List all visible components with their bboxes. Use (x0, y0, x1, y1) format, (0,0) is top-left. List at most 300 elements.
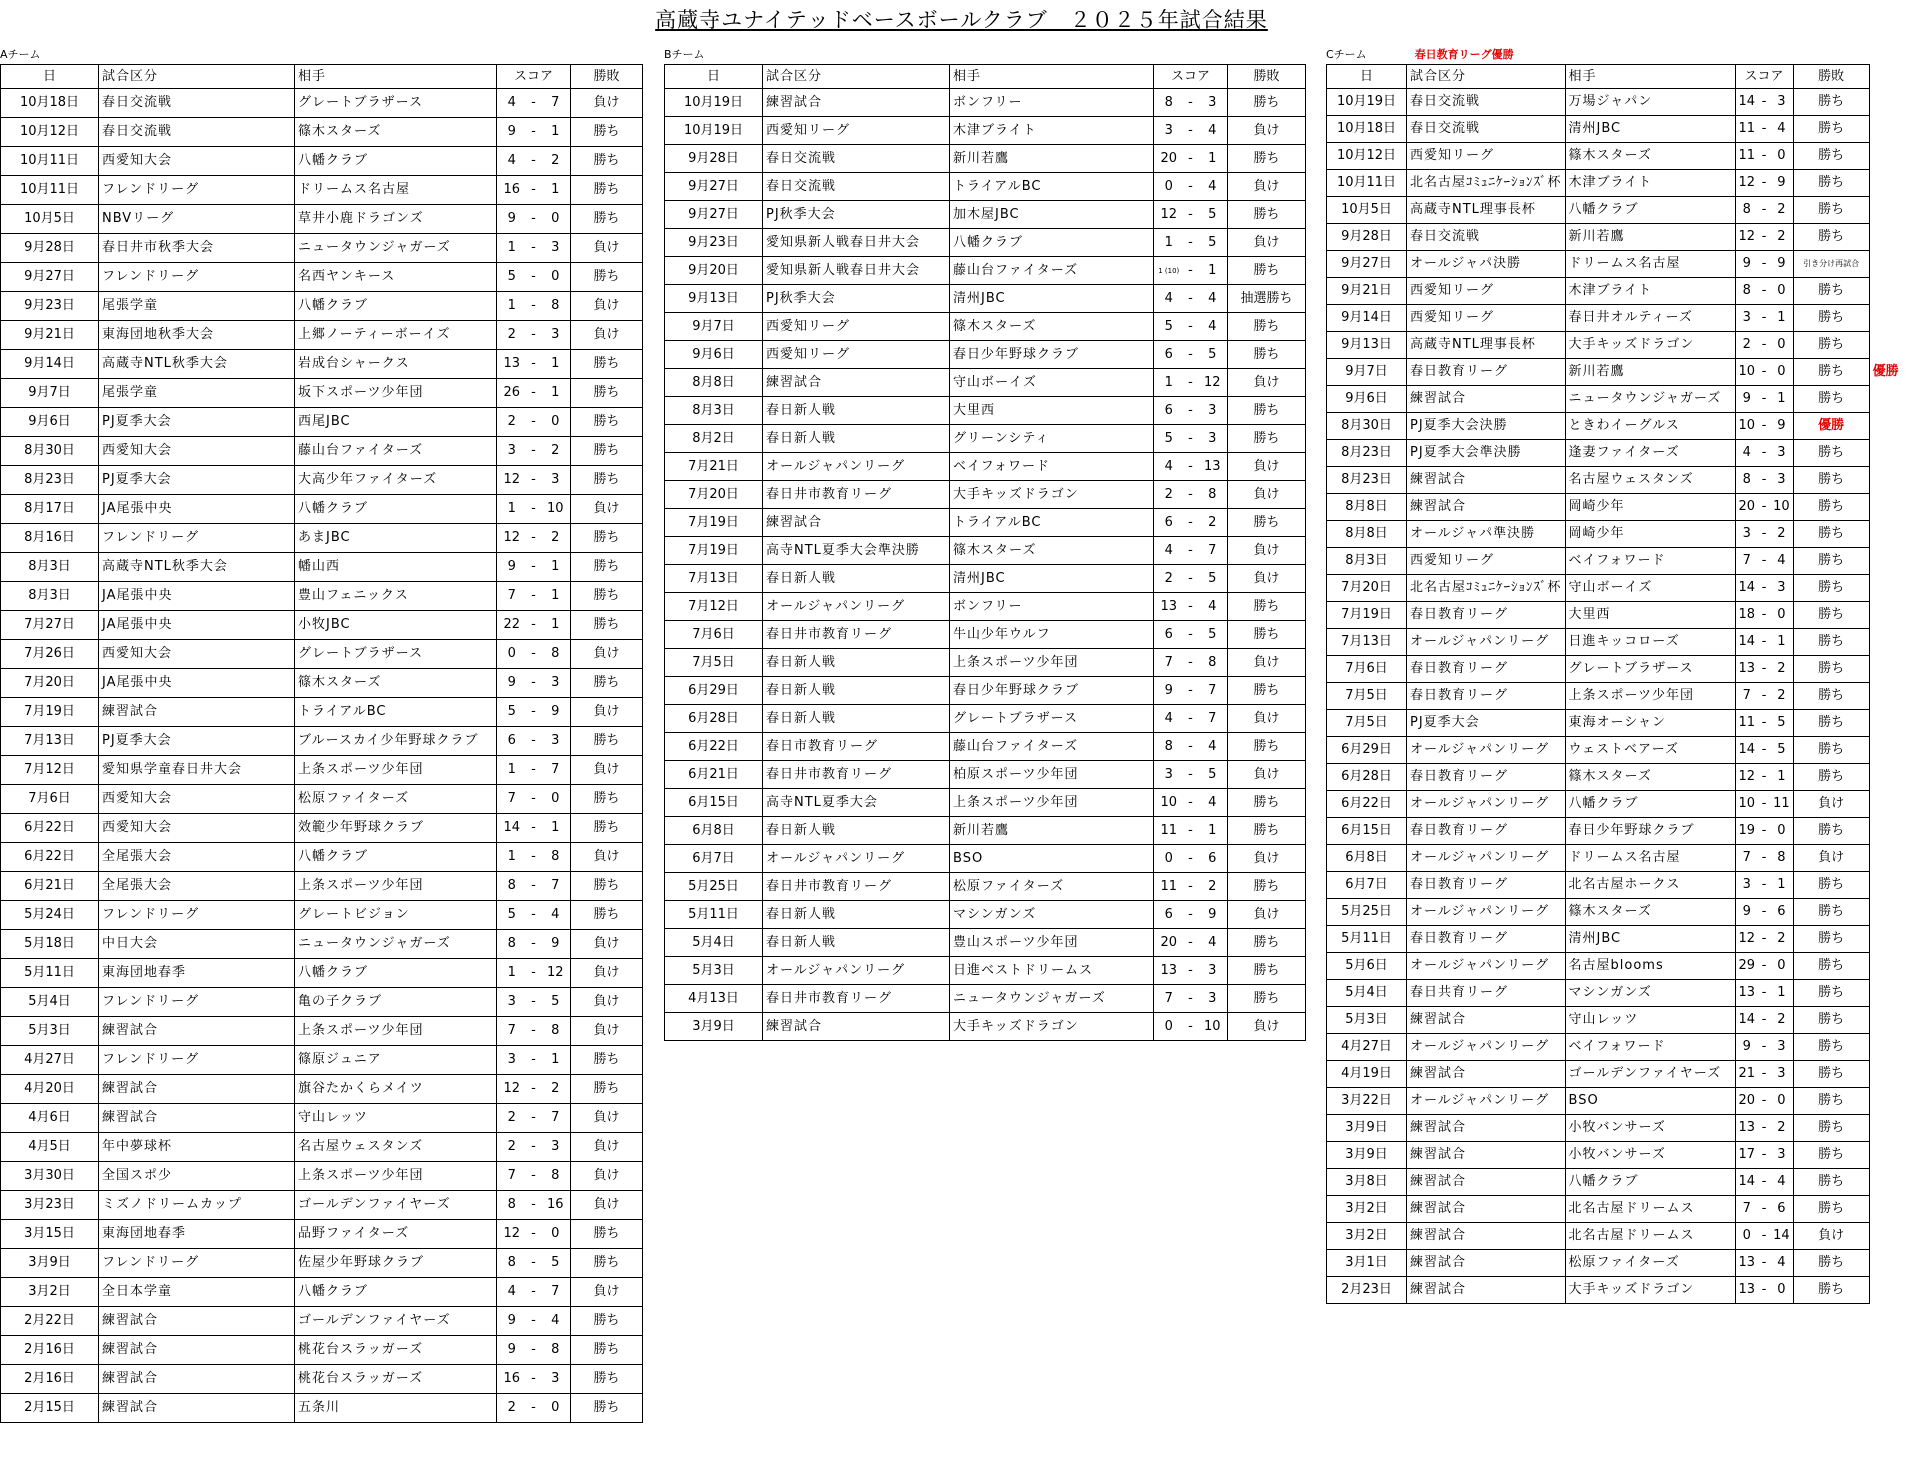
row-result: 負け (1228, 761, 1306, 789)
row-score-away: 4 (1198, 789, 1228, 817)
row-score-home: 12 (497, 1220, 527, 1249)
row-score-dash: - (527, 234, 541, 263)
type-header: 試合区分 (99, 65, 295, 89)
row-score-dash: - (1758, 845, 1770, 872)
row-score-dash: - (527, 1133, 541, 1162)
row-opponent: 篠木スターズ (950, 313, 1154, 341)
row-score-away: 7 (1198, 537, 1228, 565)
row-result: 優勝 (1793, 413, 1869, 440)
row-date: 8月23日 (1327, 440, 1407, 467)
row-date: 8月16日 (1, 524, 99, 553)
row-date: 8月3日 (1, 582, 99, 611)
row-score-home: 16 (497, 176, 527, 205)
row-score-dash: - (1184, 901, 1198, 929)
row-score-dash: - (527, 1046, 541, 1075)
row-result: 勝ち (1228, 257, 1306, 285)
table-row (665, 453, 1306, 481)
row-opponent: ドリームス名古屋 (1565, 251, 1735, 278)
row-note (1869, 980, 1907, 1007)
row-opponent: ベイフォワード (950, 453, 1154, 481)
row-match-type: 春日教育リーグ (1407, 872, 1566, 899)
row-result: 勝ち (1793, 737, 1869, 764)
row-result: 勝ち (571, 1307, 643, 1336)
row-opponent: あまJBC (295, 524, 497, 553)
row-result: 負け (1228, 453, 1306, 481)
row-score-away: 3 (1770, 467, 1793, 494)
row-score-home: 2 (1735, 332, 1758, 359)
row-match-type: 練習試合 (99, 1104, 295, 1133)
row-score-dash: - (527, 205, 541, 234)
row-score-dash: - (1758, 1142, 1770, 1169)
row-opponent: 八幡クラブ (295, 843, 497, 872)
table-row (1327, 737, 1908, 764)
row-opponent: 松原ファイターズ (950, 873, 1154, 901)
row-opponent: 上郷ノーティーボーイズ (295, 321, 497, 350)
row-match-type: オールジャパンリーグ (1407, 1034, 1566, 1061)
row-score-dash: - (1758, 1007, 1770, 1034)
row-score-away: 2 (541, 147, 571, 176)
row-score-home: 1 (497, 292, 527, 321)
table-row (1327, 89, 1908, 116)
row-score-dash: - (1184, 397, 1198, 425)
row-opponent: 清州JBC (1565, 926, 1735, 953)
row-date: 6月21日 (1, 872, 99, 901)
row-score-home: 9 (497, 669, 527, 698)
row-match-type: 練習試合 (99, 1336, 295, 1365)
row-result: 負け (1793, 1223, 1869, 1250)
row-opponent: 新川若鷹 (950, 817, 1154, 845)
table-row (1327, 1061, 1908, 1088)
row-score-dash: - (1758, 170, 1770, 197)
row-score-home: 2 (497, 1104, 527, 1133)
row-date: 9月28日 (665, 145, 763, 173)
row-match-type: 春日井市教育リーグ (763, 873, 950, 901)
table-row (1327, 629, 1908, 656)
row-score-home: 7 (1154, 649, 1184, 677)
table-row (1327, 1115, 1908, 1142)
row-date: 5月6日 (1327, 953, 1407, 980)
row-score-dash: - (527, 495, 541, 524)
row-result: 勝ち (1228, 593, 1306, 621)
team-c-section (1326, 46, 1908, 1304)
row-score-home: 5 (497, 901, 527, 930)
row-result: 負け (571, 1191, 643, 1220)
row-score-away: 2 (1198, 509, 1228, 537)
row-score-away: 0 (541, 205, 571, 234)
row-result: 負け (1228, 845, 1306, 873)
row-opponent: 守山レッツ (1565, 1007, 1735, 1034)
row-score-away: 13 (1198, 453, 1228, 481)
table-row (1327, 440, 1908, 467)
row-score-dash: - (1184, 173, 1198, 201)
row-date: 4月13日 (665, 985, 763, 1013)
row-score-dash: - (1184, 369, 1198, 397)
row-score-dash: - (1758, 1061, 1770, 1088)
row-score-dash: - (527, 437, 541, 466)
row-score-dash: - (1758, 116, 1770, 143)
row-match-type: 東海団地春季 (99, 959, 295, 988)
table-row (665, 901, 1306, 929)
date-header: 日 (1327, 65, 1407, 89)
row-score-away: 3 (541, 1365, 571, 1394)
row-score-dash: - (1758, 89, 1770, 116)
table-row (1, 205, 643, 234)
row-score-away: 10 (1770, 494, 1793, 521)
table-row (1327, 791, 1908, 818)
row-match-type: JA尾張中央 (99, 669, 295, 698)
row-result: 負け (571, 756, 643, 785)
row-match-type: 東海団地春季 (99, 1220, 295, 1249)
row-opponent: 木津ブライト (1565, 170, 1735, 197)
row-opponent: 上条スポーツ少年団 (950, 789, 1154, 817)
table-row (1327, 710, 1908, 737)
row-result: 負け (571, 959, 643, 988)
row-result: 勝ち (1793, 926, 1869, 953)
table-row (665, 173, 1306, 201)
row-score-home: 14 (497, 814, 527, 843)
row-note (1869, 116, 1907, 143)
row-date: 8月23日 (1, 466, 99, 495)
row-score-home: 14 (1735, 629, 1758, 656)
table-row (1, 1307, 643, 1336)
row-score-home: 8 (497, 1249, 527, 1278)
row-opponent: 八幡クラブ (295, 1278, 497, 1307)
row-score-dash: - (1758, 1088, 1770, 1115)
row-score-dash: - (527, 89, 541, 118)
row-result: 負け (571, 1162, 643, 1191)
row-score-away: 11 (1770, 791, 1793, 818)
row-score-home: 13 (1154, 957, 1184, 985)
row-result: 勝ち (1228, 89, 1306, 117)
row-result: 負け (1228, 229, 1306, 257)
row-date: 9月13日 (665, 285, 763, 313)
row-result: 勝ち (571, 147, 643, 176)
row-date: 3月9日 (665, 1013, 763, 1041)
result-header: 勝敗 (1228, 65, 1306, 89)
row-score-home: 20 (1154, 145, 1184, 173)
row-score-home: 29 (1735, 953, 1758, 980)
row-score-dash: - (527, 1307, 541, 1336)
row-result: 勝ち (1793, 305, 1869, 332)
table-row (1, 582, 643, 611)
row-match-type: 春日新人戦 (763, 649, 950, 677)
header-row (1327, 65, 1908, 89)
row-score-dash: - (1184, 145, 1198, 173)
row-date: 7月27日 (1, 611, 99, 640)
row-note (1869, 872, 1907, 899)
row-score-away: 5 (1198, 201, 1228, 229)
row-result: 勝ち (1793, 872, 1869, 899)
row-result: 負け (1228, 369, 1306, 397)
row-score-away: 12 (1198, 369, 1228, 397)
row-score-dash: - (1184, 117, 1198, 145)
row-score-away: 3 (1198, 985, 1228, 1013)
table-row (665, 201, 1306, 229)
team-b-results-table (664, 64, 1306, 1041)
row-opponent: ニュータウンジャガーズ (1565, 386, 1735, 413)
row-result: 勝ち (1793, 1007, 1869, 1034)
table-row (1, 321, 643, 350)
row-result: 勝ち (1793, 602, 1869, 629)
row-score-home: 11 (1735, 710, 1758, 737)
row-score-dash: - (1184, 873, 1198, 901)
row-result: 勝ち (571, 263, 643, 292)
row-score-dash: - (1758, 1034, 1770, 1061)
table-row (1327, 656, 1908, 683)
row-score-dash: - (527, 930, 541, 959)
row-match-type: フレンドリーグ (99, 176, 295, 205)
row-result: 勝ち (1793, 521, 1869, 548)
row-date: 7月12日 (1, 756, 99, 785)
row-score-away: 2 (1770, 656, 1793, 683)
row-result: 勝ち (571, 582, 643, 611)
table-row (665, 985, 1306, 1013)
row-score-away: 1 (541, 118, 571, 147)
row-result: 勝ち (1793, 1250, 1869, 1277)
row-score-dash: - (527, 1162, 541, 1191)
row-opponent: 篠木スターズ (1565, 143, 1735, 170)
row-opponent: 上条スポーツ少年団 (950, 649, 1154, 677)
row-date: 5月3日 (665, 957, 763, 985)
row-score-home: 12 (1735, 764, 1758, 791)
row-score-away: 6 (1770, 1196, 1793, 1223)
table-row (1327, 251, 1908, 278)
row-score-dash: - (527, 176, 541, 205)
row-score-away: 3 (541, 321, 571, 350)
row-result: 勝ち (1793, 899, 1869, 926)
table-row (665, 817, 1306, 845)
row-date: 10月11日 (1, 176, 99, 205)
row-score-home: 12 (497, 466, 527, 495)
row-score-away: 5 (1198, 621, 1228, 649)
row-score-away: 7 (1198, 677, 1228, 705)
row-score-dash: - (527, 872, 541, 901)
row-opponent: ボンフリー (950, 593, 1154, 621)
row-score-dash: - (1758, 197, 1770, 224)
row-result: 負け (1793, 845, 1869, 872)
row-date: 2月22日 (1, 1307, 99, 1336)
header-row (665, 65, 1306, 89)
row-result: 勝ち (1793, 818, 1869, 845)
team-label: Cチーム (1326, 48, 1367, 61)
row-score-dash: - (527, 147, 541, 176)
row-date: 9月28日 (1327, 224, 1407, 251)
row-score-home: 13 (1735, 1115, 1758, 1142)
row-note (1869, 1250, 1907, 1277)
row-score-dash: - (1184, 257, 1198, 285)
row-result: 勝ち (571, 205, 643, 234)
row-score-home: 9 (1735, 386, 1758, 413)
row-opponent: 桃花台スラッガーズ (295, 1336, 497, 1365)
row-score-dash: - (1184, 201, 1198, 229)
row-score-home: 12 (1735, 224, 1758, 251)
row-opponent: 八幡クラブ (1565, 791, 1735, 818)
row-result: 負け (571, 988, 643, 1017)
row-opponent: 篠木スターズ (1565, 764, 1735, 791)
row-opponent: マシンガンズ (1565, 980, 1735, 1007)
table-row (1, 901, 643, 930)
row-result: 勝ち (571, 1046, 643, 1075)
table-row (1327, 602, 1908, 629)
row-result: 負け (571, 234, 643, 263)
row-date: 9月27日 (665, 173, 763, 201)
row-date: 5月11日 (1327, 926, 1407, 953)
row-score-dash: - (1758, 791, 1770, 818)
row-score-away: 2 (1770, 1115, 1793, 1142)
row-match-type: NBVリーグ (99, 205, 295, 234)
table-row (1, 959, 643, 988)
row-score-home: 6 (497, 727, 527, 756)
row-opponent: 上条スポーツ少年団 (295, 872, 497, 901)
row-match-type: フレンドリーグ (99, 1046, 295, 1075)
row-score-dash: - (1184, 817, 1198, 845)
row-score-away: 3 (1770, 1061, 1793, 1088)
row-note (1869, 1061, 1907, 1088)
row-match-type: 春日交流戦 (763, 145, 950, 173)
row-note (1869, 764, 1907, 791)
row-match-type: 中日大会 (99, 930, 295, 959)
row-match-type: フレンドリーグ (99, 1249, 295, 1278)
table-row (665, 229, 1306, 257)
row-opponent: 春日井オルティーズ (1565, 305, 1735, 332)
row-result: 勝ち (1793, 1277, 1869, 1304)
row-date: 6月28日 (665, 705, 763, 733)
row-score-dash: - (1184, 537, 1198, 565)
row-match-type: 春日市教育リーグ (763, 733, 950, 761)
row-result: 勝ち (571, 350, 643, 379)
row-result: 勝ち (1228, 341, 1306, 369)
row-date: 9月27日 (665, 201, 763, 229)
row-opponent: 松原ファイターズ (295, 785, 497, 814)
row-match-type: 西愛知リーグ (763, 117, 950, 145)
row-result: 勝ち (1793, 89, 1869, 116)
extra-header (1869, 65, 1907, 89)
row-score-away: 8 (1198, 649, 1228, 677)
row-date: 10月19日 (1327, 89, 1407, 116)
row-match-type: 春日教育リーグ (1407, 656, 1566, 683)
row-score-home: 4 (1154, 705, 1184, 733)
row-score-home: 7 (1735, 1196, 1758, 1223)
row-opponent: 木津ブライト (1565, 278, 1735, 305)
row-result: 勝ち (1793, 332, 1869, 359)
row-note (1869, 386, 1907, 413)
row-match-type: 練習試合 (1407, 386, 1566, 413)
row-match-type: 高蔵寺NTL理事長杯 (1407, 332, 1566, 359)
row-score-away: 1 (1198, 145, 1228, 173)
table-row (1327, 764, 1908, 791)
row-result: 勝ち (1793, 170, 1869, 197)
date-header: 日 (665, 65, 763, 89)
row-date: 10月5日 (1327, 197, 1407, 224)
row-score-home: 4 (497, 89, 527, 118)
row-opponent: ニュータウンジャガーズ (950, 985, 1154, 1013)
row-score-dash: - (527, 843, 541, 872)
table-row (1327, 1277, 1908, 1304)
row-score-away: 5 (541, 1249, 571, 1278)
row-date: 3月9日 (1, 1249, 99, 1278)
row-date: 9月21日 (1327, 278, 1407, 305)
row-score-home: 8 (1154, 89, 1184, 117)
row-score-home: 4 (1154, 537, 1184, 565)
row-result: 負け (1793, 791, 1869, 818)
row-date: 9月7日 (1327, 359, 1407, 386)
table-row (1, 1336, 643, 1365)
row-result: 勝ち (571, 1336, 643, 1365)
row-result: 勝ち (1793, 440, 1869, 467)
row-match-type: 春日新人戦 (763, 397, 950, 425)
row-match-type: PJ夏季大会 (99, 408, 295, 437)
row-date: 5月4日 (1, 988, 99, 1017)
row-score-dash: - (1758, 1277, 1770, 1304)
row-opponent: 北名古屋ホークス (1565, 872, 1735, 899)
row-score-home: 7 (1735, 548, 1758, 575)
row-score-away: 0 (541, 785, 571, 814)
row-opponent: 大手キッズドラゴン (950, 1013, 1154, 1041)
row-date: 9月20日 (665, 257, 763, 285)
row-date: 3月30日 (1, 1162, 99, 1191)
row-score-dash: - (1758, 710, 1770, 737)
row-score-home: 6 (1154, 509, 1184, 537)
row-date: 8月8日 (1327, 494, 1407, 521)
row-opponent: ときわイーグルス (1565, 413, 1735, 440)
row-match-type: オールジャパンリーグ (763, 957, 950, 985)
row-date: 6月22日 (1, 843, 99, 872)
row-result: 負け (571, 1278, 643, 1307)
table-row (1327, 143, 1908, 170)
row-score-home: 6 (1154, 901, 1184, 929)
header-row (1, 65, 643, 89)
row-opponent: 上条スポーツ少年団 (295, 1017, 497, 1046)
row-score-home: 4 (497, 1278, 527, 1307)
row-result: 負け (1228, 537, 1306, 565)
row-score-home: 12 (1735, 926, 1758, 953)
row-date: 5月11日 (1, 959, 99, 988)
row-score-away: 1 (1770, 764, 1793, 791)
row-date: 9月6日 (665, 341, 763, 369)
score-header: スコア (1154, 65, 1228, 89)
row-date: 8月8日 (665, 369, 763, 397)
row-opponent: 八幡クラブ (1565, 1169, 1735, 1196)
row-result: 勝ち (1228, 929, 1306, 957)
row-score-away: 5 (1198, 341, 1228, 369)
row-match-type: 春日交流戦 (763, 173, 950, 201)
row-opponent: ベイフォワード (1565, 548, 1735, 575)
type-header: 試合区分 (763, 65, 950, 89)
row-opponent: 春日少年野球クラブ (950, 341, 1154, 369)
row-match-type: 練習試合 (1407, 1061, 1566, 1088)
table-row (1, 1394, 643, 1423)
date-header: 日 (1, 65, 99, 89)
row-match-type: 春日新人戦 (763, 425, 950, 453)
row-result: 勝ち (1793, 575, 1869, 602)
row-score-away: 4 (1198, 733, 1228, 761)
row-date: 3月2日 (1327, 1196, 1407, 1223)
row-score-away: 6 (1198, 845, 1228, 873)
row-date: 10月11日 (1, 147, 99, 176)
row-note (1869, 332, 1907, 359)
row-score-home: 6 (1154, 341, 1184, 369)
row-opponent: 木津ブライト (950, 117, 1154, 145)
row-result: 負け (571, 1017, 643, 1046)
table-row (1, 263, 643, 292)
row-opponent: 品野ファイターズ (295, 1220, 497, 1249)
row-score-dash: - (1758, 1115, 1770, 1142)
row-score-away: 7 (541, 1104, 571, 1133)
row-score-dash: - (1184, 593, 1198, 621)
row-score-home: 10 (1735, 359, 1758, 386)
row-date: 9月14日 (1327, 305, 1407, 332)
row-result: 負け (571, 495, 643, 524)
